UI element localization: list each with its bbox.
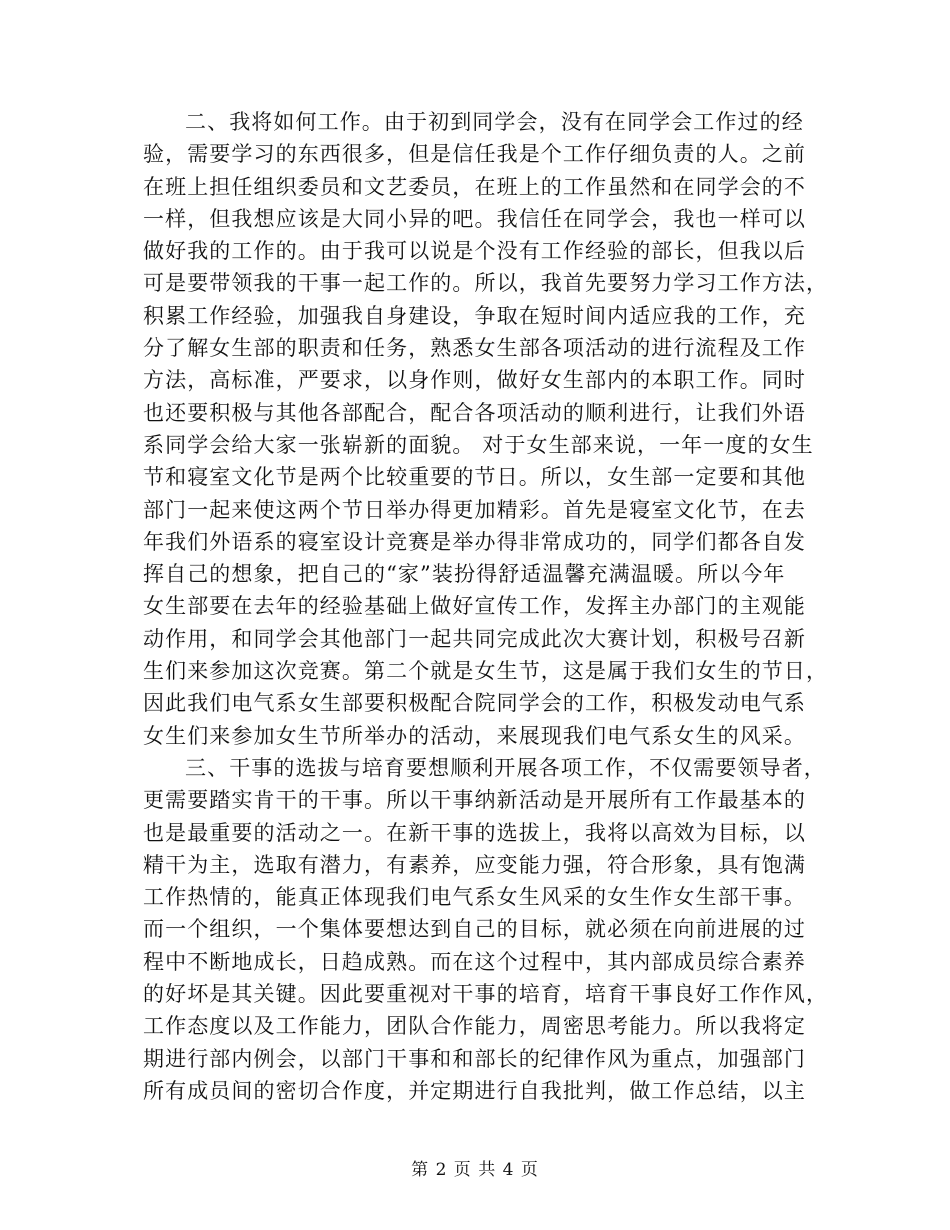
text-line: 方法，高标准，严要求，以身作则，做好女生部内的本职工作。同时 (143, 368, 806, 393)
text-line: 节和寝室文化节是两个比较重要的节日。所以，女生部一定要和其他 (143, 465, 806, 490)
text-line: 程中不断地成长，日趋成熟。而在这个过程中，其内部成员综合素养 (143, 949, 806, 974)
text-line: 积累工作经验，加强我自身建设，争取在短时间内适应我的工作，充 (143, 303, 806, 328)
body-text (143, 106, 829, 1107)
text-line: 动作用，和同学会其他部门一起共同完成此次大赛计划，积极号召新 (143, 626, 806, 651)
page-number-footer: 第 2 页 共 4 页 (411, 1160, 539, 1180)
text-line: 部门一起来使这两个节日举办得更加精彩。首先是寝室文化节，在去 (143, 497, 806, 522)
text-line: 也是最重要的活动之一。在新干事的选拔上，我将以高效为目标，以 (143, 820, 806, 845)
text-line: 女生们来参加女生节所举办的活动，来展现我们电气系女生的风采。 (143, 723, 806, 748)
text-line: 做好我的工作的。由于我可以说是个没有工作经验的部长，但我以后 (143, 239, 806, 264)
text-line: 生们来参加这次竞赛。第二个就是女生节，这是属于我们女生的节日， (143, 659, 829, 684)
text-line: 可是要带领我的干事一起工作的。所以，我首先要努力学习工作方法， (143, 271, 829, 296)
text-line: 期进行部内例会，以部门干事和和部长的纪律作风为重点，加强部门 (143, 1046, 806, 1071)
text-line: 分了解女生部的职责和任务，熟悉女生部各项活动的进行流程及工作 (143, 336, 806, 361)
text-line: 一样，但我想应该是大同小异的吧。我信任在同学会，我也一样可以 (143, 206, 806, 231)
text-line: 工作热情的，能真正体现我们电气系女生风采的女生作女生部干事。 (143, 885, 806, 910)
text-line: 因此我们电气系女生部要积极配合院同学会的工作，积极发动电气系 (143, 691, 806, 716)
text-line: 女生部要在去年的经验基础上做好宣传工作，发挥主办部门的主观能 (143, 594, 806, 619)
text-line: 所有成员间的密切合作度，并定期进行自我批判，做工作总结，以主 (143, 1078, 806, 1103)
paragraph-2-heading-line: 二、我将如何工作。由于初到同学会，没有在同学会工作过的经 (185, 110, 804, 134)
paragraph-3-heading-line: 三、干事的选拔与培育要想顺利开展各项工作，不仅需要领导者， (185, 755, 826, 780)
text-line: 挥自己的想象，把自己的“家”装扮得舒适温馨充满温暖。所以今年 (143, 562, 786, 587)
text-line: 也还要积极与其他各部配合，配合各项活动的顺利进行，让我们外语 (143, 400, 806, 425)
text-line: 年我们外语系的寝室设计竞赛是举办得非常成功的，同学们都各自发 (143, 529, 806, 554)
text-line: 更需要踏实肯干的干事。所以干事纳新活动是开展所有工作最基本的 (143, 788, 806, 813)
text-line: 而一个组织，一个集体要想达到自己的目标，就必须在向前进展的过 (143, 917, 806, 942)
text-line: 在班上担任组织委员和文艺委员，在班上的工作虽然和在同学会的不 (143, 174, 806, 199)
text-line: 的好坏是其关键。因此要重视对干事的培育，培育干事良好工作作风， (143, 982, 829, 1007)
text-line: 验，需要学习的东西很多，但是信任我是个工作仔细负责的人。之前 (143, 142, 806, 167)
text-line: 系同学会给大家一张崭新的面貌。 对于女生部来说，一年一度的女生 (143, 432, 814, 457)
text-line: 精干为主，选取有潜力，有素养，应变能力强，符合形象，具有饱满 (143, 852, 806, 877)
text-line: 工作态度以及工作能力，团队合作能力，周密思考能力。所以我将定 (143, 1014, 806, 1039)
